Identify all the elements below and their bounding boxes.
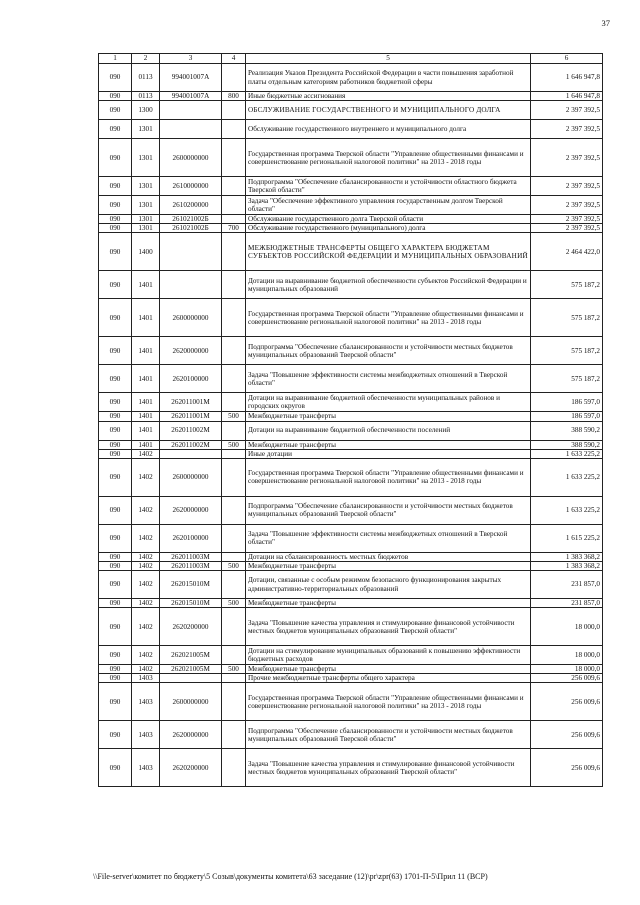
cell-section-code: 1402 [132, 449, 160, 458]
table-row [99, 64, 603, 92]
cell-ministry-code: 090 [99, 337, 132, 365]
cell-ministry-code: 090 [99, 683, 132, 721]
table-row [99, 683, 603, 721]
cell-section-code: 1401 [132, 337, 160, 365]
cell-name: Обслуживание государственного (муниципального) долга [246, 224, 531, 233]
cell-target-code: 2620000000 [160, 337, 222, 365]
cell-target-code [160, 271, 222, 299]
table-row [99, 421, 603, 440]
cell-name: Дотации на стимулирование муниципальных образований к повышению эффективности бюджетных расходов [246, 646, 531, 665]
cell-target-code [160, 674, 222, 683]
cell-target-code: 2620200000 [160, 749, 222, 787]
cell-section-code: 1402 [132, 496, 160, 524]
cell-name: Задача "Повышение эффективности системы межбюджетных отношений в Тверской области" [246, 524, 531, 552]
cell-name: Межбюджетные трансферты [246, 665, 531, 674]
cell-name: Подпрограмма "Обеспечение сбалансированности и устойчивости местных бюджетов муниципальных образований Тверской области" [246, 721, 531, 749]
cell-amount: 575 187,2 [531, 337, 603, 365]
cell-ministry-code: 090 [99, 674, 132, 683]
cell-amount: 231 857,0 [531, 571, 603, 599]
cell-name: Дотации на сбалансированность местных бюджетов [246, 552, 531, 561]
cell-expense-type [222, 337, 246, 365]
cell-name: Межбюджетные трансферты [246, 599, 531, 608]
cell-ministry-code: 090 [99, 458, 132, 496]
table-row [99, 393, 603, 412]
page-number: 37 [601, 18, 610, 28]
cell-name: Иные бюджетные ассигнования [246, 92, 531, 101]
footer-file-path: \\File-server\комитет по бюджету\5 Созыв\документы комитета\63 заседание (12)\pr\zpr(63) 1701-П-5\Прил 11 (ВСР) [93, 872, 488, 881]
cell-section-code: 1401 [132, 271, 160, 299]
cell-ministry-code: 090 [99, 120, 132, 139]
cell-amount: 18 000,0 [531, 665, 603, 674]
cell-expense-type [222, 571, 246, 599]
cell-target-code: 262011001М [160, 412, 222, 421]
cell-target-code: 2600000000 [160, 299, 222, 337]
cell-amount: 18 000,0 [531, 608, 603, 646]
cell-section-code: 1301 [132, 139, 160, 177]
cell-expense-type: 700 [222, 224, 246, 233]
table-row [99, 608, 603, 646]
cell-name: Дотации на выравнивание бюджетной обеспеченности поселений [246, 421, 531, 440]
cell-expense-type: 500 [222, 599, 246, 608]
cell-section-code: 1401 [132, 421, 160, 440]
cell-ministry-code: 090 [99, 101, 132, 120]
table-row [99, 552, 603, 561]
cell-expense-type [222, 749, 246, 787]
cell-target-code: 262015010М [160, 599, 222, 608]
cell-amount: 256 009,6 [531, 721, 603, 749]
cell-name: Дотации на выравнивание бюджетной обеспеченности муниципальных районов и городских округов [246, 393, 531, 412]
cell-amount: 2 397 392,5 [531, 224, 603, 233]
cell-ministry-code: 090 [99, 412, 132, 421]
cell-ministry-code: 090 [99, 496, 132, 524]
cell-ministry-code: 090 [99, 215, 132, 224]
cell-expense-type [222, 674, 246, 683]
table-row [99, 233, 603, 271]
cell-amount: 575 187,2 [531, 365, 603, 393]
cell-amount: 1 615 225,2 [531, 524, 603, 552]
cell-name: Подпрограмма "Обеспечение сбалансированности и устойчивости областного бюджета Тверской области" [246, 177, 531, 196]
cell-ministry-code: 090 [99, 299, 132, 337]
cell-name: МЕЖБЮДЖЕТНЫЕ ТРАНСФЕРТЫ ОБЩЕГО ХАРАКТЕРА БЮДЖЕТАМ СУБЪЕКТОВ РОССИЙСКОЙ ФЕДЕРАЦИИ И МУНИЦИПАЛЬНЫХ ОБРАЗОВАНИЙ [246, 233, 531, 271]
cell-expense-type: 800 [222, 92, 246, 101]
cell-name: Государственная программа Тверской области "Управление общественными финансами и совершенствование региональной налоговой политики" на 2013 - 2018 годы [246, 683, 531, 721]
cell-ministry-code: 090 [99, 421, 132, 440]
cell-target-code [160, 449, 222, 458]
cell-target-code: 2620100000 [160, 524, 222, 552]
cell-amount: 186 597,0 [531, 412, 603, 421]
cell-section-code: 0113 [132, 64, 160, 92]
cell-section-code: 1403 [132, 674, 160, 683]
cell-name: Обслуживание государственного внутреннего и муниципального долга [246, 120, 531, 139]
table-row [99, 674, 603, 683]
cell-ministry-code: 090 [99, 749, 132, 787]
cell-expense-type [222, 646, 246, 665]
col-header: 5 [246, 54, 531, 64]
cell-amount: 2 397 392,5 [531, 120, 603, 139]
cell-ministry-code: 090 [99, 440, 132, 449]
col-header: 1 [99, 54, 132, 64]
table-row [99, 749, 603, 787]
cell-ministry-code: 090 [99, 721, 132, 749]
cell-amount: 1 383 368,2 [531, 552, 603, 561]
cell-name: Межбюджетные трансферты [246, 440, 531, 449]
table-row [99, 524, 603, 552]
cell-expense-type [222, 101, 246, 120]
col-header: 2 [132, 54, 160, 64]
cell-section-code: 1402 [132, 608, 160, 646]
cell-section-code: 1401 [132, 412, 160, 421]
cell-ministry-code: 090 [99, 449, 132, 458]
cell-section-code: 1402 [132, 561, 160, 570]
cell-ministry-code: 090 [99, 233, 132, 271]
cell-expense-type [222, 120, 246, 139]
cell-name: Подпрограмма "Обеспечение сбалансированности и устойчивости местных бюджетов муниципальных образований Тверской области" [246, 496, 531, 524]
table-row [99, 571, 603, 599]
cell-target-code: 994001007А [160, 64, 222, 92]
cell-target-code: 994001007А [160, 92, 222, 101]
cell-section-code: 1402 [132, 571, 160, 599]
cell-ministry-code: 090 [99, 524, 132, 552]
cell-section-code: 1300 [132, 101, 160, 120]
cell-name: Государственная программа Тверской области "Управление общественными финансами и совершенствование региональной налоговой политики" на 2013 - 2018 годы [246, 458, 531, 496]
cell-amount: 256 009,6 [531, 674, 603, 683]
cell-amount: 2 397 392,5 [531, 101, 603, 120]
cell-name: Задача "Повышение качества управления и стимулирование финансовой устойчивости местных бюджетов муниципальных образований Тверской области" [246, 749, 531, 787]
cell-amount: 1 633 225,2 [531, 449, 603, 458]
table-row [99, 92, 603, 101]
cell-section-code: 1402 [132, 646, 160, 665]
cell-ministry-code: 090 [99, 365, 132, 393]
cell-ministry-code: 090 [99, 599, 132, 608]
table-row [99, 139, 603, 177]
cell-amount: 2 397 392,5 [531, 139, 603, 177]
cell-expense-type [222, 683, 246, 721]
cell-ministry-code: 090 [99, 271, 132, 299]
cell-ministry-code: 090 [99, 92, 132, 101]
cell-target-code: 2600000000 [160, 458, 222, 496]
cell-amount: 2 397 392,5 [531, 215, 603, 224]
cell-target-code: 262011001М [160, 393, 222, 412]
cell-expense-type [222, 496, 246, 524]
cell-section-code: 1402 [132, 458, 160, 496]
cell-section-code: 0113 [132, 92, 160, 101]
cell-ministry-code: 090 [99, 196, 132, 215]
cell-expense-type [222, 215, 246, 224]
cell-amount: 1 646 947,8 [531, 64, 603, 92]
table-row [99, 337, 603, 365]
cell-target-code: 2620000000 [160, 721, 222, 749]
cell-target-code: 262011002М [160, 421, 222, 440]
cell-name: Государственная программа Тверской области "Управление общественными финансами и совершенствование региональной налоговой политики" на 2013 - 2018 годы [246, 139, 531, 177]
cell-section-code: 1402 [132, 665, 160, 674]
table-row [99, 177, 603, 196]
cell-target-code: 2620100000 [160, 365, 222, 393]
cell-expense-type: 500 [222, 440, 246, 449]
cell-name: Межбюджетные трансферты [246, 412, 531, 421]
cell-ministry-code: 090 [99, 665, 132, 674]
table-row [99, 101, 603, 120]
cell-amount: 2 397 392,5 [531, 196, 603, 215]
cell-section-code: 1401 [132, 299, 160, 337]
cell-section-code: 1401 [132, 440, 160, 449]
cell-expense-type [222, 524, 246, 552]
cell-target-code: 262011002М [160, 440, 222, 449]
cell-expense-type [222, 233, 246, 271]
cell-amount: 575 187,2 [531, 271, 603, 299]
cell-amount: 1 646 947,8 [531, 92, 603, 101]
cell-amount: 256 009,6 [531, 749, 603, 787]
cell-expense-type: 500 [222, 561, 246, 570]
cell-expense-type [222, 721, 246, 749]
table-row [99, 646, 603, 665]
cell-amount: 1 633 225,2 [531, 458, 603, 496]
cell-section-code: 1401 [132, 393, 160, 412]
cell-target-code: 2600000000 [160, 139, 222, 177]
cell-target-code: 261021002Б [160, 224, 222, 233]
table-row [99, 496, 603, 524]
cell-section-code: 1301 [132, 196, 160, 215]
table-row [99, 599, 603, 608]
cell-section-code: 1301 [132, 177, 160, 196]
col-header: 3 [160, 54, 222, 64]
cell-target-code [160, 101, 222, 120]
cell-expense-type: 500 [222, 412, 246, 421]
table-header-row [99, 54, 603, 64]
cell-target-code: 262011003М [160, 561, 222, 570]
cell-section-code: 1403 [132, 683, 160, 721]
cell-amount: 18 000,0 [531, 646, 603, 665]
cell-section-code: 1301 [132, 215, 160, 224]
cell-expense-type [222, 177, 246, 196]
cell-target-code: 2620000000 [160, 496, 222, 524]
cell-amount: 575 187,2 [531, 299, 603, 337]
cell-target-code [160, 120, 222, 139]
table-row [99, 721, 603, 749]
table-row [99, 665, 603, 674]
cell-target-code: 2610000000 [160, 177, 222, 196]
cell-section-code: 1402 [132, 524, 160, 552]
cell-name: Обслуживание государственного долга Тверской области [246, 215, 531, 224]
table-row [99, 299, 603, 337]
cell-amount: 2 397 392,5 [531, 177, 603, 196]
cell-name: Задача "Обеспечение эффективного управления государственным долгом Тверской области" [246, 196, 531, 215]
table-row [99, 215, 603, 224]
col-header: 6 [531, 54, 603, 64]
cell-ministry-code: 090 [99, 646, 132, 665]
cell-amount: 256 009,6 [531, 683, 603, 721]
cell-target-code: 2600000000 [160, 683, 222, 721]
cell-section-code: 1403 [132, 749, 160, 787]
cell-target-code: 2620200000 [160, 608, 222, 646]
cell-amount: 186 597,0 [531, 393, 603, 412]
cell-target-code: 262011003М [160, 552, 222, 561]
table-row [99, 458, 603, 496]
cell-amount: 388 590,2 [531, 440, 603, 449]
cell-target-code: 262021005М [160, 646, 222, 665]
cell-name: Дотации, связанные с особым режимом безопасного функционирования закрытых административно-территориальных образований [246, 571, 531, 599]
cell-amount: 1 633 225,2 [531, 496, 603, 524]
cell-expense-type [222, 196, 246, 215]
cell-expense-type: 500 [222, 665, 246, 674]
cell-expense-type [222, 139, 246, 177]
cell-name: Подпрограмма "Обеспечение сбалансированности и устойчивости местных бюджетов муниципальных образований Тверской области" [246, 337, 531, 365]
cell-amount: 388 590,2 [531, 421, 603, 440]
table-row [99, 365, 603, 393]
cell-section-code: 1402 [132, 599, 160, 608]
cell-name: Реализация Указов Президента Российской Федерации в части повышения заработной платы отдельным категориям работников бюджетной сферы [246, 64, 531, 92]
table-row [99, 271, 603, 299]
cell-name: ОБСЛУЖИВАНИЕ ГОСУДАРСТВЕННОГО И МУНИЦИПАЛЬНОГО ДОЛГА [246, 101, 531, 120]
cell-ministry-code: 090 [99, 608, 132, 646]
cell-target-code: 262021005М [160, 665, 222, 674]
cell-ministry-code: 090 [99, 552, 132, 561]
cell-expense-type [222, 449, 246, 458]
cell-target-code: 262015010М [160, 571, 222, 599]
cell-expense-type [222, 64, 246, 92]
col-header: 4 [222, 54, 246, 64]
cell-ministry-code: 090 [99, 177, 132, 196]
cell-expense-type [222, 608, 246, 646]
cell-ministry-code: 090 [99, 64, 132, 92]
cell-expense-type [222, 458, 246, 496]
cell-name: Государственная программа Тверской области "Управление общественными финансами и совершенствование региональной налоговой политики" на 2013 - 2018 годы [246, 299, 531, 337]
cell-section-code: 1401 [132, 365, 160, 393]
cell-ministry-code: 090 [99, 571, 132, 599]
table-row [99, 440, 603, 449]
cell-name: Задача "Повышение качества управления и стимулирование финансовой устойчивости местных бюджетов муниципальных образований Тверской области" [246, 608, 531, 646]
table-row [99, 224, 603, 233]
cell-expense-type [222, 393, 246, 412]
cell-name: Межбюджетные трансферты [246, 561, 531, 570]
cell-section-code: 1301 [132, 224, 160, 233]
cell-amount: 1 383 368,2 [531, 561, 603, 570]
cell-target-code [160, 233, 222, 271]
table-row [99, 412, 603, 421]
budget-table [98, 53, 603, 787]
table-row [99, 561, 603, 570]
cell-target-code: 2610200000 [160, 196, 222, 215]
cell-amount: 2 464 422,0 [531, 233, 603, 271]
cell-name: Дотации на выравнивание бюджетной обеспеченности субъектов Российской Федерации и муниципальных образований [246, 271, 531, 299]
cell-expense-type [222, 365, 246, 393]
cell-expense-type [222, 421, 246, 440]
cell-ministry-code: 090 [99, 224, 132, 233]
cell-expense-type [222, 299, 246, 337]
table-row [99, 120, 603, 139]
cell-expense-type [222, 271, 246, 299]
cell-name: Иные дотации [246, 449, 531, 458]
cell-expense-type [222, 552, 246, 561]
table-row [99, 449, 603, 458]
table-row [99, 196, 603, 215]
cell-ministry-code: 090 [99, 561, 132, 570]
cell-target-code: 261021002Б [160, 215, 222, 224]
cell-section-code: 1301 [132, 120, 160, 139]
cell-section-code: 1403 [132, 721, 160, 749]
cell-ministry-code: 090 [99, 139, 132, 177]
cell-amount: 231 857,0 [531, 599, 603, 608]
cell-name: Прочие межбюджетные трансферты общего характера [246, 674, 531, 683]
cell-section-code: 1402 [132, 552, 160, 561]
cell-ministry-code: 090 [99, 393, 132, 412]
cell-name: Задача "Повышение эффективности системы межбюджетных отношений в Тверской области" [246, 365, 531, 393]
cell-section-code: 1400 [132, 233, 160, 271]
